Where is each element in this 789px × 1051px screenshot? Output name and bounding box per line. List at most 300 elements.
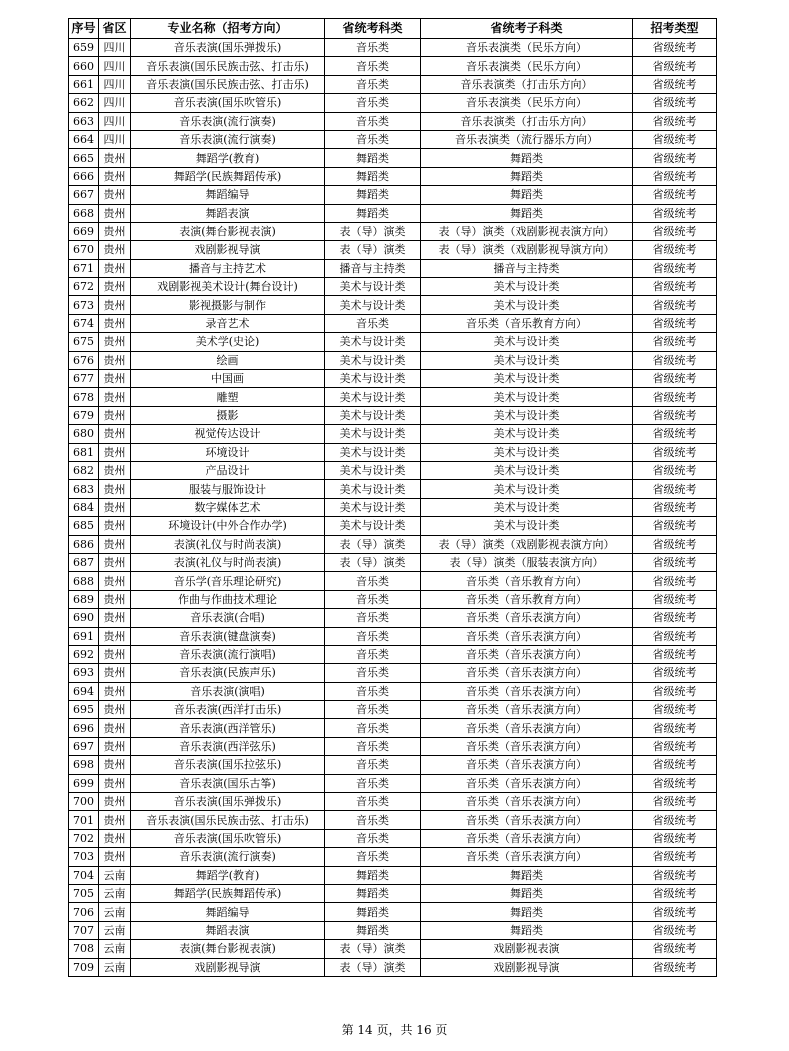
row-index: 661 bbox=[69, 75, 99, 93]
table-row bbox=[69, 884, 717, 902]
row-index: 692 bbox=[69, 645, 99, 663]
row-major: 音乐表演(国乐弹拨乐) bbox=[131, 39, 325, 57]
row-major: 音乐表演(西洋管乐) bbox=[131, 719, 325, 737]
row-exam-subcategory: 戏剧影视导演 bbox=[421, 958, 633, 976]
row-admission-type: 省级统考 bbox=[633, 333, 717, 351]
row-admission-type: 省级统考 bbox=[633, 774, 717, 792]
row-province: 贵州 bbox=[99, 793, 131, 811]
row-index: 701 bbox=[69, 811, 99, 829]
row-exam-subcategory: 美术与设计类 bbox=[421, 388, 633, 406]
row-major: 音乐表演(国乐古筝) bbox=[131, 774, 325, 792]
table-row bbox=[69, 848, 717, 866]
table-row bbox=[69, 167, 717, 185]
row-province: 贵州 bbox=[99, 572, 131, 590]
row-exam-subcategory: 音乐类（音乐教育方向） bbox=[421, 572, 633, 590]
table-row bbox=[69, 627, 717, 645]
row-province: 贵州 bbox=[99, 664, 131, 682]
row-exam-category: 美术与设计类 bbox=[325, 333, 421, 351]
row-exam-category: 音乐类 bbox=[325, 682, 421, 700]
row-exam-category: 美术与设计类 bbox=[325, 388, 421, 406]
row-admission-type: 省级统考 bbox=[633, 498, 717, 516]
row-exam-category: 表（导）演类 bbox=[325, 241, 421, 259]
row-exam-category: 音乐类 bbox=[325, 590, 421, 608]
row-province: 云南 bbox=[99, 884, 131, 902]
table-row bbox=[69, 130, 717, 148]
row-province: 贵州 bbox=[99, 351, 131, 369]
row-index: 685 bbox=[69, 517, 99, 535]
row-admission-type: 省级统考 bbox=[633, 75, 717, 93]
row-exam-category: 舞蹈类 bbox=[325, 866, 421, 884]
row-exam-subcategory: 美术与设计类 bbox=[421, 517, 633, 535]
row-major: 音乐表演(国乐弹拨乐) bbox=[131, 793, 325, 811]
row-major: 雕塑 bbox=[131, 388, 325, 406]
row-major: 音乐表演(西洋打击乐) bbox=[131, 701, 325, 719]
row-province: 贵州 bbox=[99, 553, 131, 571]
row-exam-subcategory: 美术与设计类 bbox=[421, 443, 633, 461]
row-exam-subcategory: 音乐类（音乐表演方向） bbox=[421, 793, 633, 811]
row-admission-type: 省级统考 bbox=[633, 278, 717, 296]
row-admission-type: 省级统考 bbox=[633, 848, 717, 866]
row-province: 四川 bbox=[99, 94, 131, 112]
row-exam-subcategory: 音乐类（音乐表演方向） bbox=[421, 627, 633, 645]
row-exam-subcategory: 音乐类（音乐表演方向） bbox=[421, 719, 633, 737]
row-major: 音乐表演(民族声乐) bbox=[131, 664, 325, 682]
row-province: 四川 bbox=[99, 112, 131, 130]
row-major: 音乐表演(国乐拉弦乐) bbox=[131, 756, 325, 774]
row-province: 贵州 bbox=[99, 370, 131, 388]
table-row bbox=[69, 793, 717, 811]
row-exam-category: 美术与设计类 bbox=[325, 296, 421, 314]
row-exam-category: 音乐类 bbox=[325, 57, 421, 75]
row-admission-type: 省级统考 bbox=[633, 351, 717, 369]
row-index: 678 bbox=[69, 388, 99, 406]
row-exam-subcategory: 美术与设计类 bbox=[421, 406, 633, 424]
table-row bbox=[69, 370, 717, 388]
row-major: 舞蹈学(教育) bbox=[131, 866, 325, 884]
row-exam-subcategory: 舞蹈类 bbox=[421, 204, 633, 222]
table-row bbox=[69, 921, 717, 939]
row-province: 贵州 bbox=[99, 406, 131, 424]
row-exam-category: 表（导）演类 bbox=[325, 940, 421, 958]
row-major: 服装与服饰设计 bbox=[131, 480, 325, 498]
row-province: 贵州 bbox=[99, 388, 131, 406]
row-admission-type: 省级统考 bbox=[633, 370, 717, 388]
row-province: 四川 bbox=[99, 39, 131, 57]
row-exam-category: 舞蹈类 bbox=[325, 204, 421, 222]
row-admission-type: 省级统考 bbox=[633, 296, 717, 314]
row-exam-subcategory: 表（导）演类（戏剧影视导演方向） bbox=[421, 241, 633, 259]
row-province: 四川 bbox=[99, 75, 131, 93]
table-row bbox=[69, 535, 717, 553]
row-major: 音乐表演(合唱) bbox=[131, 609, 325, 627]
row-exam-category: 舞蹈类 bbox=[325, 884, 421, 902]
row-index: 674 bbox=[69, 314, 99, 332]
row-exam-subcategory: 舞蹈类 bbox=[421, 186, 633, 204]
row-exam-category: 音乐类 bbox=[325, 811, 421, 829]
row-exam-subcategory: 音乐类（音乐表演方向） bbox=[421, 774, 633, 792]
table-row bbox=[69, 903, 717, 921]
table-row bbox=[69, 425, 717, 443]
row-province: 贵州 bbox=[99, 167, 131, 185]
row-exam-category: 音乐类 bbox=[325, 314, 421, 332]
table-row bbox=[69, 333, 717, 351]
row-exam-subcategory: 舞蹈类 bbox=[421, 903, 633, 921]
table-row bbox=[69, 866, 717, 884]
row-index: 677 bbox=[69, 370, 99, 388]
row-province: 贵州 bbox=[99, 333, 131, 351]
row-admission-type: 省级统考 bbox=[633, 884, 717, 902]
row-admission-type: 省级统考 bbox=[633, 572, 717, 590]
row-exam-category: 音乐类 bbox=[325, 627, 421, 645]
table-row bbox=[69, 517, 717, 535]
row-index: 706 bbox=[69, 903, 99, 921]
row-exam-subcategory: 音乐表演类（流行器乐方向） bbox=[421, 130, 633, 148]
row-exam-subcategory: 音乐类（音乐教育方向） bbox=[421, 590, 633, 608]
row-exam-category: 音乐类 bbox=[325, 701, 421, 719]
row-province: 贵州 bbox=[99, 425, 131, 443]
row-index: 698 bbox=[69, 756, 99, 774]
row-major: 音乐表演(流行演奏) bbox=[131, 130, 325, 148]
row-exam-category: 美术与设计类 bbox=[325, 517, 421, 535]
row-index: 683 bbox=[69, 480, 99, 498]
row-exam-category: 音乐类 bbox=[325, 829, 421, 847]
row-admission-type: 省级统考 bbox=[633, 259, 717, 277]
row-admission-type: 省级统考 bbox=[633, 517, 717, 535]
row-exam-subcategory: 音乐类（音乐表演方向） bbox=[421, 737, 633, 755]
table-row bbox=[69, 351, 717, 369]
row-province: 贵州 bbox=[99, 756, 131, 774]
row-admission-type: 省级统考 bbox=[633, 406, 717, 424]
row-admission-type: 省级统考 bbox=[633, 314, 717, 332]
row-index: 686 bbox=[69, 535, 99, 553]
table-row bbox=[69, 94, 717, 112]
row-exam-category: 音乐类 bbox=[325, 645, 421, 663]
row-admission-type: 省级统考 bbox=[633, 94, 717, 112]
table-row bbox=[69, 186, 717, 204]
row-exam-category: 美术与设计类 bbox=[325, 425, 421, 443]
row-exam-subcategory: 美术与设计类 bbox=[421, 461, 633, 479]
table-row bbox=[69, 774, 717, 792]
row-exam-category: 舞蹈类 bbox=[325, 167, 421, 185]
row-admission-type: 省级统考 bbox=[633, 480, 717, 498]
row-exam-subcategory: 舞蹈类 bbox=[421, 167, 633, 185]
row-exam-subcategory: 表（导）演类（戏剧影视表演方向） bbox=[421, 222, 633, 240]
row-major: 环境设计(中外合作办学) bbox=[131, 517, 325, 535]
row-exam-category: 音乐类 bbox=[325, 130, 421, 148]
table-row bbox=[69, 278, 717, 296]
row-index: 673 bbox=[69, 296, 99, 314]
table-row bbox=[69, 682, 717, 700]
row-index: 668 bbox=[69, 204, 99, 222]
row-admission-type: 省级统考 bbox=[633, 958, 717, 976]
table-row bbox=[69, 590, 717, 608]
table-row bbox=[69, 572, 717, 590]
row-major: 舞蹈学(教育) bbox=[131, 149, 325, 167]
table-row bbox=[69, 940, 717, 958]
row-exam-subcategory: 美术与设计类 bbox=[421, 278, 633, 296]
row-major: 表演(礼仪与时尚表演) bbox=[131, 553, 325, 571]
row-admission-type: 省级统考 bbox=[633, 682, 717, 700]
row-admission-type: 省级统考 bbox=[633, 167, 717, 185]
row-major: 舞蹈编导 bbox=[131, 903, 325, 921]
header-major: 专业名称（招考方向） bbox=[131, 19, 325, 39]
row-admission-type: 省级统考 bbox=[633, 829, 717, 847]
row-major: 音乐表演(国乐民族击弦、打击乐) bbox=[131, 811, 325, 829]
row-index: 709 bbox=[69, 958, 99, 976]
header-index: 序号 bbox=[69, 19, 99, 39]
row-admission-type: 省级统考 bbox=[633, 241, 717, 259]
row-index: 681 bbox=[69, 443, 99, 461]
row-index: 688 bbox=[69, 572, 99, 590]
row-province: 贵州 bbox=[99, 829, 131, 847]
row-exam-subcategory: 表（导）演类（戏剧影视表演方向） bbox=[421, 535, 633, 553]
row-index: 694 bbox=[69, 682, 99, 700]
row-index: 702 bbox=[69, 829, 99, 847]
row-major: 舞蹈编导 bbox=[131, 186, 325, 204]
row-province: 贵州 bbox=[99, 682, 131, 700]
row-major: 音乐表演(国乐吹管乐) bbox=[131, 829, 325, 847]
row-major: 数字媒体艺术 bbox=[131, 498, 325, 516]
row-admission-type: 省级统考 bbox=[633, 590, 717, 608]
row-exam-category: 舞蹈类 bbox=[325, 149, 421, 167]
row-exam-subcategory: 舞蹈类 bbox=[421, 884, 633, 902]
row-major: 绘画 bbox=[131, 351, 325, 369]
table-row bbox=[69, 149, 717, 167]
row-province: 云南 bbox=[99, 958, 131, 976]
row-admission-type: 省级统考 bbox=[633, 921, 717, 939]
table-row bbox=[69, 57, 717, 75]
row-major: 舞蹈表演 bbox=[131, 921, 325, 939]
row-major: 音乐表演(流行演唱) bbox=[131, 645, 325, 663]
table-row bbox=[69, 112, 717, 130]
row-exam-category: 美术与设计类 bbox=[325, 406, 421, 424]
row-major: 表演(舞台影视表演) bbox=[131, 222, 325, 240]
row-exam-subcategory: 美术与设计类 bbox=[421, 425, 633, 443]
row-admission-type: 省级统考 bbox=[633, 186, 717, 204]
table-row bbox=[69, 296, 717, 314]
table-row bbox=[69, 719, 717, 737]
table-row bbox=[69, 75, 717, 93]
row-exam-subcategory: 音乐类（音乐表演方向） bbox=[421, 829, 633, 847]
row-admission-type: 省级统考 bbox=[633, 553, 717, 571]
row-admission-type: 省级统考 bbox=[633, 627, 717, 645]
row-index: 687 bbox=[69, 553, 99, 571]
row-province: 贵州 bbox=[99, 609, 131, 627]
row-major: 音乐表演(键盘演奏) bbox=[131, 627, 325, 645]
row-major: 音乐表演(国乐民族击弦、打击乐) bbox=[131, 75, 325, 93]
row-index: 684 bbox=[69, 498, 99, 516]
row-province: 云南 bbox=[99, 903, 131, 921]
row-province: 贵州 bbox=[99, 461, 131, 479]
row-index: 700 bbox=[69, 793, 99, 811]
row-province: 贵州 bbox=[99, 222, 131, 240]
row-exam-category: 音乐类 bbox=[325, 719, 421, 737]
row-major: 美术学(史论) bbox=[131, 333, 325, 351]
row-admission-type: 省级统考 bbox=[633, 443, 717, 461]
row-index: 665 bbox=[69, 149, 99, 167]
row-province: 贵州 bbox=[99, 517, 131, 535]
row-exam-category: 美术与设计类 bbox=[325, 498, 421, 516]
row-exam-subcategory: 舞蹈类 bbox=[421, 921, 633, 939]
row-index: 660 bbox=[69, 57, 99, 75]
page-footer: 第 14 页，共 16 页 bbox=[341, 1023, 448, 1037]
row-index: 666 bbox=[69, 167, 99, 185]
row-major: 表演(礼仪与时尚表演) bbox=[131, 535, 325, 553]
table-row bbox=[69, 829, 717, 847]
row-admission-type: 省级统考 bbox=[633, 535, 717, 553]
row-index: 672 bbox=[69, 278, 99, 296]
row-index: 670 bbox=[69, 241, 99, 259]
row-exam-category: 表（导）演类 bbox=[325, 535, 421, 553]
row-index: 691 bbox=[69, 627, 99, 645]
row-index: 696 bbox=[69, 719, 99, 737]
row-province: 贵州 bbox=[99, 149, 131, 167]
row-exam-category: 美术与设计类 bbox=[325, 370, 421, 388]
table-row bbox=[69, 204, 717, 222]
admissions-table bbox=[68, 18, 717, 977]
row-index: 689 bbox=[69, 590, 99, 608]
row-province: 贵州 bbox=[99, 719, 131, 737]
header-admission-type: 招考类型 bbox=[633, 19, 717, 39]
row-exam-subcategory: 音乐类（音乐表演方向） bbox=[421, 682, 633, 700]
table-header-row bbox=[69, 19, 717, 39]
row-exam-category: 音乐类 bbox=[325, 774, 421, 792]
row-exam-category: 音乐类 bbox=[325, 848, 421, 866]
row-major: 影视摄影与制作 bbox=[131, 296, 325, 314]
row-exam-category: 美术与设计类 bbox=[325, 480, 421, 498]
row-province: 贵州 bbox=[99, 645, 131, 663]
row-admission-type: 省级统考 bbox=[633, 112, 717, 130]
row-admission-type: 省级统考 bbox=[633, 701, 717, 719]
row-index: 659 bbox=[69, 39, 99, 57]
table-row bbox=[69, 756, 717, 774]
row-major: 录音艺术 bbox=[131, 314, 325, 332]
row-exam-category: 美术与设计类 bbox=[325, 461, 421, 479]
row-exam-subcategory: 音乐类（音乐表演方向） bbox=[421, 664, 633, 682]
row-exam-subcategory: 美术与设计类 bbox=[421, 351, 633, 369]
row-index: 693 bbox=[69, 664, 99, 682]
row-index: 671 bbox=[69, 259, 99, 277]
row-province: 云南 bbox=[99, 921, 131, 939]
row-admission-type: 省级统考 bbox=[633, 664, 717, 682]
row-province: 贵州 bbox=[99, 296, 131, 314]
row-index: 664 bbox=[69, 130, 99, 148]
row-province: 贵州 bbox=[99, 498, 131, 516]
row-admission-type: 省级统考 bbox=[633, 793, 717, 811]
row-province: 贵州 bbox=[99, 204, 131, 222]
table-row bbox=[69, 811, 717, 829]
table-row bbox=[69, 645, 717, 663]
table-row bbox=[69, 958, 717, 976]
header-exam-subcategory: 省统考子科类 bbox=[421, 19, 633, 39]
row-exam-category: 舞蹈类 bbox=[325, 903, 421, 921]
row-exam-category: 音乐类 bbox=[325, 793, 421, 811]
row-index: 697 bbox=[69, 737, 99, 755]
row-admission-type: 省级统考 bbox=[633, 903, 717, 921]
row-admission-type: 省级统考 bbox=[633, 866, 717, 884]
row-province: 贵州 bbox=[99, 848, 131, 866]
row-exam-subcategory: 音乐类（音乐表演方向） bbox=[421, 701, 633, 719]
row-major: 产品设计 bbox=[131, 461, 325, 479]
row-index: 695 bbox=[69, 701, 99, 719]
table-row bbox=[69, 664, 717, 682]
row-province: 贵州 bbox=[99, 186, 131, 204]
row-province: 云南 bbox=[99, 940, 131, 958]
row-index: 679 bbox=[69, 406, 99, 424]
row-major: 环境设计 bbox=[131, 443, 325, 461]
row-exam-subcategory: 美术与设计类 bbox=[421, 480, 633, 498]
table-row bbox=[69, 39, 717, 57]
row-province: 贵州 bbox=[99, 627, 131, 645]
row-exam-subcategory: 音乐类（音乐教育方向） bbox=[421, 314, 633, 332]
row-exam-category: 舞蹈类 bbox=[325, 921, 421, 939]
row-province: 贵州 bbox=[99, 811, 131, 829]
table-row bbox=[69, 609, 717, 627]
row-exam-subcategory: 播音与主持类 bbox=[421, 259, 633, 277]
row-index: 669 bbox=[69, 222, 99, 240]
row-index: 705 bbox=[69, 884, 99, 902]
row-exam-category: 音乐类 bbox=[325, 572, 421, 590]
table-row bbox=[69, 241, 717, 259]
row-exam-category: 表（导）演类 bbox=[325, 553, 421, 571]
row-province: 贵州 bbox=[99, 259, 131, 277]
row-exam-category: 美术与设计类 bbox=[325, 351, 421, 369]
row-exam-category: 播音与主持类 bbox=[325, 259, 421, 277]
row-exam-subcategory: 音乐表演类（打击乐方向） bbox=[421, 112, 633, 130]
row-admission-type: 省级统考 bbox=[633, 39, 717, 57]
row-exam-category: 表（导）演类 bbox=[325, 958, 421, 976]
row-index: 707 bbox=[69, 921, 99, 939]
row-exam-subcategory: 音乐表演类（打击乐方向） bbox=[421, 75, 633, 93]
table-row bbox=[69, 498, 717, 516]
row-major: 音乐表演(国乐民族击弦、打击乐) bbox=[131, 57, 325, 75]
row-index: 690 bbox=[69, 609, 99, 627]
row-index: 699 bbox=[69, 774, 99, 792]
table-row bbox=[69, 480, 717, 498]
row-admission-type: 省级统考 bbox=[633, 756, 717, 774]
header-exam-category: 省统考科类 bbox=[325, 19, 421, 39]
row-major: 播音与主持艺术 bbox=[131, 259, 325, 277]
table-row bbox=[69, 443, 717, 461]
row-exam-subcategory: 音乐类（音乐表演方向） bbox=[421, 756, 633, 774]
row-major: 视觉传达设计 bbox=[131, 425, 325, 443]
row-exam-category: 美术与设计类 bbox=[325, 443, 421, 461]
row-exam-subcategory: 音乐类（音乐表演方向） bbox=[421, 811, 633, 829]
row-major: 音乐表演(流行演奏) bbox=[131, 848, 325, 866]
row-major: 作曲与作曲技术理论 bbox=[131, 590, 325, 608]
row-exam-subcategory: 音乐表演类（民乐方向） bbox=[421, 39, 633, 57]
row-exam-subcategory: 音乐类（音乐表演方向） bbox=[421, 848, 633, 866]
row-exam-subcategory: 音乐表演类（民乐方向） bbox=[421, 57, 633, 75]
row-major: 中国画 bbox=[131, 370, 325, 388]
table-row bbox=[69, 222, 717, 240]
row-major: 摄影 bbox=[131, 406, 325, 424]
row-exam-subcategory: 舞蹈类 bbox=[421, 149, 633, 167]
row-admission-type: 省级统考 bbox=[633, 461, 717, 479]
row-index: 704 bbox=[69, 866, 99, 884]
table-row bbox=[69, 406, 717, 424]
row-admission-type: 省级统考 bbox=[633, 645, 717, 663]
row-admission-type: 省级统考 bbox=[633, 719, 717, 737]
row-province: 贵州 bbox=[99, 701, 131, 719]
row-province: 贵州 bbox=[99, 590, 131, 608]
table-row bbox=[69, 553, 717, 571]
row-exam-subcategory: 美术与设计类 bbox=[421, 370, 633, 388]
row-major: 音乐表演(演唱) bbox=[131, 682, 325, 700]
row-exam-category: 表（导）演类 bbox=[325, 222, 421, 240]
row-index: 675 bbox=[69, 333, 99, 351]
table-row bbox=[69, 461, 717, 479]
